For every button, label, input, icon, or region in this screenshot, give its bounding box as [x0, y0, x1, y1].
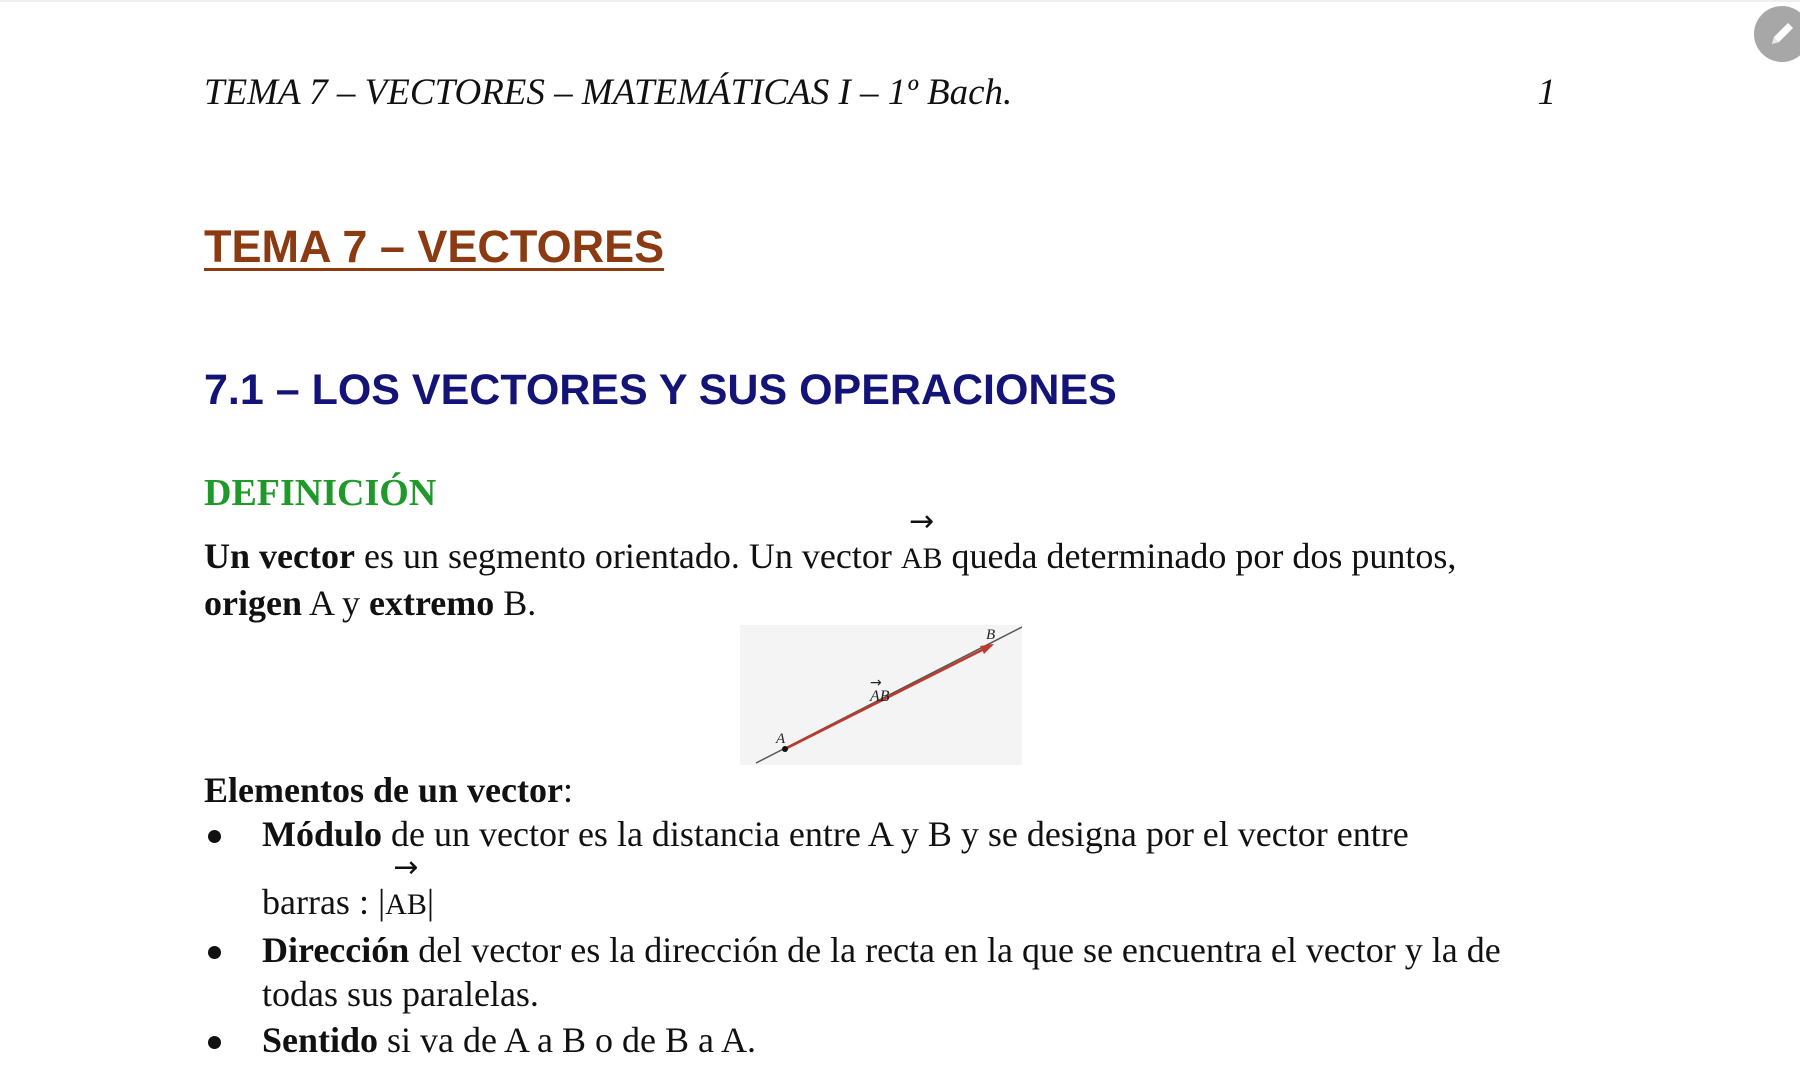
vector-figure [740, 625, 1022, 765]
vector-arrow-icon: → [909, 504, 935, 539]
label-b: B [986, 627, 996, 643]
elements-heading: Elementos de un vector: [204, 770, 573, 810]
pencil-icon [1754, 6, 1800, 62]
bullet-icon [208, 830, 221, 843]
section-title: 7.1 – LOS VECTORES Y SUS OPERACIONES [204, 366, 1117, 414]
label-ab-arrow-icon: → [870, 675, 882, 691]
term-end: extremo [369, 583, 495, 623]
page-header [204, 70, 1556, 116]
bullet-icon [208, 1036, 221, 1049]
label-a: A [776, 731, 786, 747]
bullet-icon [208, 946, 221, 959]
top-divider [0, 0, 1800, 2]
edit-pencil-button[interactable] [1754, 6, 1800, 62]
vector-ab-symbol: → AB [900, 504, 943, 575]
definition-heading: DEFINICIÓN [204, 472, 437, 514]
vector-ab-symbol: → AB [385, 850, 427, 921]
vector-arrow-icon: → [393, 850, 419, 885]
document-page: TEMA 7 – VECTORES – MATEMÁTICAS I – 1º Bach. 1 TEMA 7 – VECTORES 7.1 – LOS VECTORES Y SUS OPERACIONES DEFINICIÓN Un vector es un segmento orientado. Un vector → AB queda determinado por dos puntos, origen A y extremo B. A B → AB Elementos de un vector: Módulo de un vector es la distancia entre A y B y se designa por el vector entre barras : | → AB| Dirección del vector es la dirección de la recta en la que se encuentra el vector y la de todas sus paralelas. Sentido si va de A a B o de B a A. [0, 0, 1800, 1080]
definition-text-2: queda determinado por dos puntos, [942, 536, 1457, 576]
running-title: TEMA 7 – VECTORES – MATEMÁTICAS I – 1º Bach. [204, 72, 1013, 113]
label-ab: AB [870, 688, 890, 705]
definition-text-1: es un segmento orientado. Un vector [354, 536, 901, 576]
term-vector: Un vector [204, 536, 355, 576]
page-number: 1 [1537, 72, 1556, 113]
document-title: TEMA 7 – VECTORES [204, 221, 665, 272]
term-origin: origen [204, 583, 302, 623]
definition-paragraph: Un vector es un segmento orientado. Un vector → AB queda determinado por dos puntos, origen A y extremo B. [204, 504, 1457, 623]
